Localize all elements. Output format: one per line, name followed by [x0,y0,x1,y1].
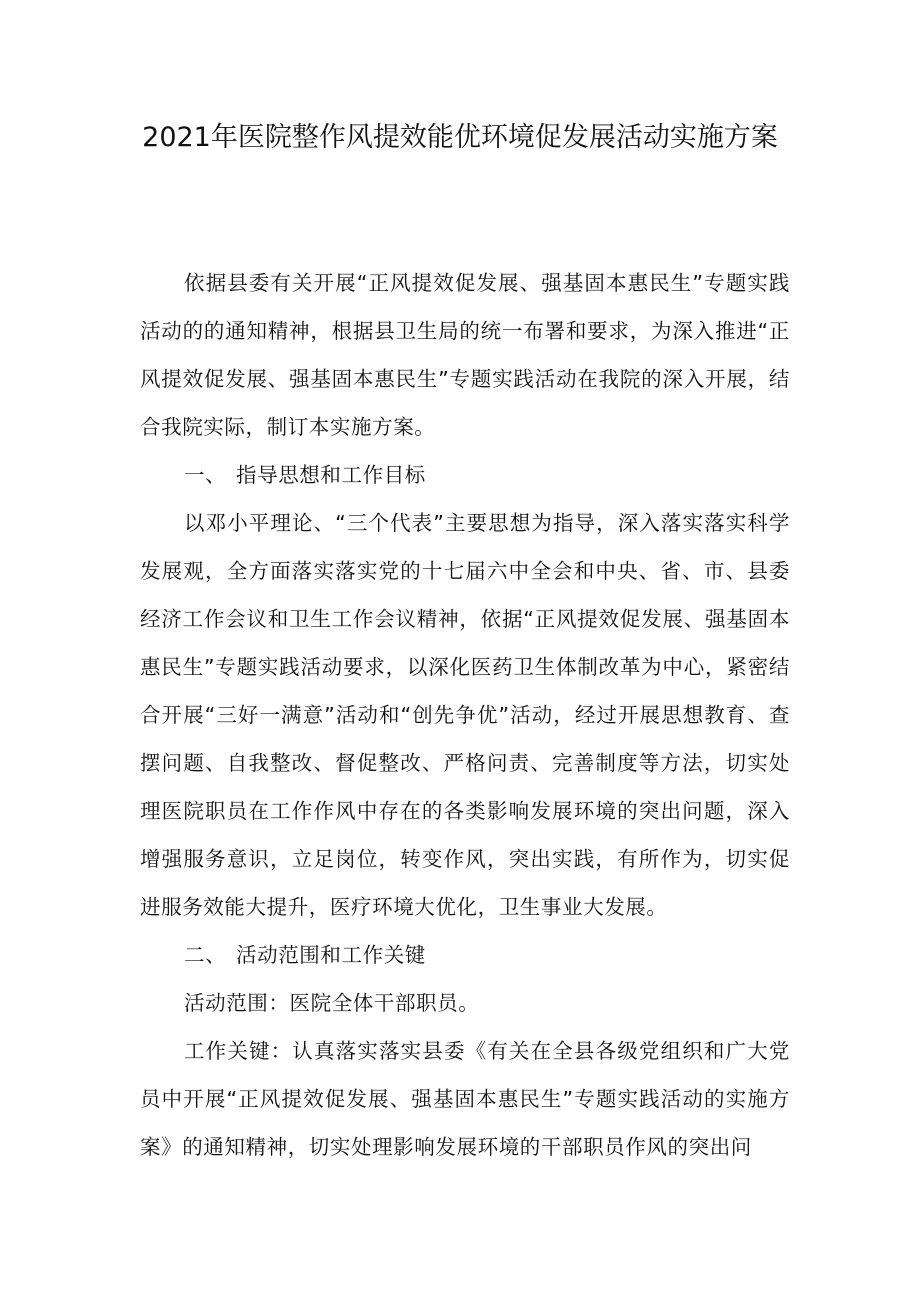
section-number: 一、 [184,463,227,487]
work-key-paragraph: 工作关键：认真落实落实县委《有关在全县各级党组织和广大党员中开展“正风提效促发展、强基固本惠民生”专题实践活动的实施方案》的通知精神，切实处理影响发展环境的干部职员作风的突出问 [140,1039,790,1159]
section-heading-text: 活动范围和工作关键 [236,943,426,967]
document-title: 2021年医院整作风提效能优环境促发展活动实施方案 [142,122,778,153]
section-heading-2 [140,931,790,979]
section-heading-text: 指导思想和工作目标 [236,463,426,487]
guiding-thought-paragraph: 以邓小平理论、“三个代表”主要思想为指导，深入落实落实科学发展观，全方面落实落实党的十七届六中全会和中央、省、市、县委经济工作会议和卫生工作会议精神，依据“正风提效促发展、强基固本惠民生”专题实践活动要求，以深化医药卫生体制改革为中心，紧密结合开展“三好一满意”活动和“创先争优”活动，经过开展思想教育、查摆问题、自我整改、督促整改、严格问责、完善制度等方法，切实处理医院职员在工作作风中存在的各类影响发展环境的突出问题，深入增强服务意识，立足岗位，转变作风，突出实践，有所作为，切实促进服务效能大提升，医疗环境大优化，卫生事业大发展。 [140,511,790,919]
section-number: 二、 [184,943,227,967]
section-heading-1 [140,451,790,499]
intro-paragraph: 依据县委有关开展“正风提效促发展、强基固本惠民生”专题实践活动的的通知精神，根据县卫生局的统一布署和要求，为深入推进“正风提效促发展、强基固本惠民生”专题实践活动在我院的深入开展，结合我院实际，制订本实施方案。 [140,271,790,439]
activity-scope-paragraph: 活动范围：医院全体干部职员。 [184,991,480,1015]
document-body [140,259,790,1171]
